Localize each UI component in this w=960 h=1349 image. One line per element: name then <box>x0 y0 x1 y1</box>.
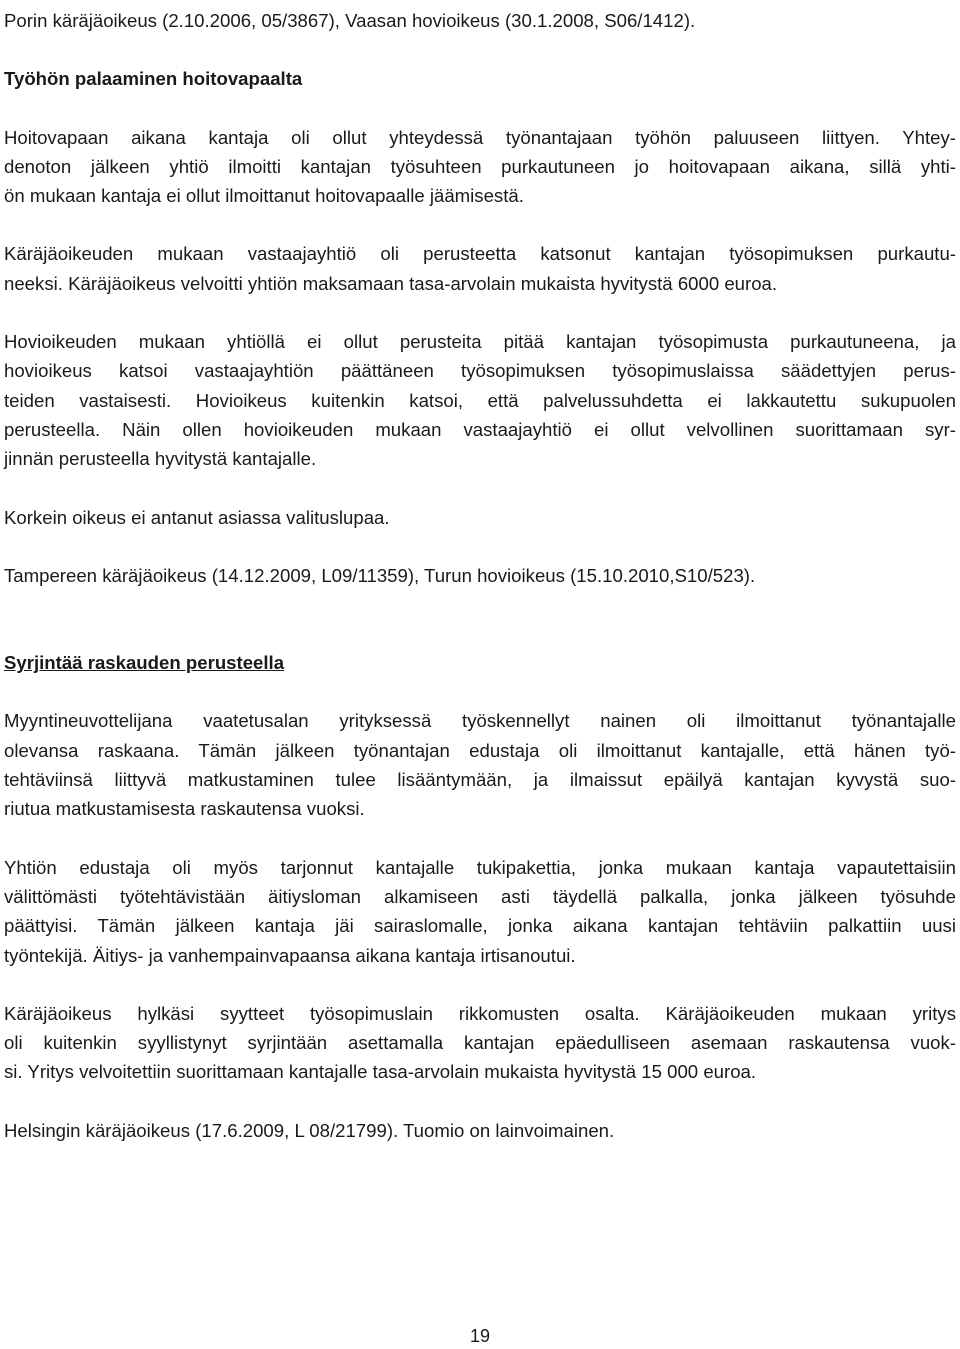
paragraph-district-court-ruling <box>4 239 956 298</box>
section-heading-pregnancy-discrimination: Syrjintää raskauden perusteella <box>4 652 285 674</box>
text-line: hovioikeus katsoi vastaajayhtiön päättäneen työsopimuksen työsopimuslaissa säädettyjen perus- <box>4 360 956 382</box>
citation-top: Porin käräjäoikeus (2.10.2006, 05/3867), Vaasan hovioikeus (30.1.2008, S06/1412). <box>4 10 696 31</box>
paragraph-pregnancy-notice <box>4 706 956 823</box>
paragraph-appeal-court-ruling <box>4 327 956 473</box>
supreme-court-note: Korkein oikeus ei antanut asiassa valituslupaa. <box>4 506 390 528</box>
text-line: tehtäviinsä liittyvä matkustaminen tulee lisääntymään, ja ilmaissut epäilyä kantajan kyvystä suo- <box>4 769 956 791</box>
citation-section1: Tampereen käräjäoikeus (14.12.2009, L09/11359), Turun hovioikeus (15.10.2010,S10/523). <box>4 564 756 586</box>
citation-section2: Helsingin käräjäoikeus (17.6.2009, L 08/21799). Tuomio on lainvoimainen. <box>4 1119 615 1141</box>
text-line: ön mukaan kantaja ei ollut ilmoittanut hoitovapaalle jäämisestä. <box>4 185 524 207</box>
section-heading-return-from-leave: Työhön palaaminen hoitovapaalta <box>4 68 303 90</box>
text-line: riutua matkustamisesta raskautensa vuoksi. <box>4 798 365 820</box>
text-line: denoton jälkeen yhtiö ilmoitti kantajan työsuhteen purkautuneen jo hoitovapaan aikana, sillä yhti- <box>4 155 956 177</box>
text-line: perusteella. Näin ollen hovioikeuden mukaan vastaajayhtiö ei ollut velvollinen suorittamaan syr- <box>4 418 956 440</box>
text-line: Yhtiön edustaja oli myös tarjonnut kantajalle tukipakettia, jonka mukaan kantaja vapautettaisiin <box>4 856 956 878</box>
text-line: oli kuitenkin syyllistynyt syrjintään asettamalla kantajan epäedulliseen asemaan raskautensa vuok- <box>4 1032 956 1054</box>
text-line: päättyisi. Tämän jälkeen kantaja jäi sairaslomalle, jonka aikana kantajan tehtäviin palkattiin uusi <box>4 915 956 937</box>
text-line: työntekijä. Äitiys- ja vanhempainvapaansa aikana kantaja irtisanoutui. <box>4 944 576 966</box>
text-line: si. Yritys velvoitettiin suorittamaan kantajalle tasa-arvolain mukaista hyvitystä 15 000 euroa. <box>4 1061 757 1083</box>
document-page <box>4 6 956 1145</box>
text-line: neeksi. Käräjäoikeus velvoitti yhtiön maksamaan tasa-arvolain mukaista hyvitystä 6000 euroa. <box>4 272 778 294</box>
paragraph-support-package <box>4 853 956 970</box>
text-line: Käräjäoikeuden mukaan vastaajayhtiö oli perusteetta katsonut kantajan työsopimuksen purkautu- <box>4 243 956 265</box>
paragraph-court-decision <box>4 999 956 1087</box>
text-line: Hoitovapaan aikana kantaja oli ollut yhteydessä työnantajaan työhön paluuseen liittyen. Yhtey- <box>4 126 956 148</box>
text-line: Myyntineuvottelijana vaatetusalan yrityksessä työskennellyt nainen oli ilmoittanut työnantajalle <box>4 710 956 732</box>
text-line: jinnän perusteella hyvitystä kantajalle. <box>4 448 317 470</box>
text-line: teiden vastaisesti. Hovioikeus kuitenkin katsoi, että palvelussuhdetta ei lakkautettu sukupuolen <box>4 389 956 411</box>
text-line: olevansa raskaana. Tämän jälkeen työnantajan edustaja oli ilmoittanut kantajalle, että hänen työ- <box>4 739 956 761</box>
page-number: 19 <box>469 1326 491 1346</box>
text-line: Käräjäoikeus hylkäsi syytteet työsopimuslain rikkomusten osalta. Käräjäoikeuden mukaan yritys <box>4 1002 956 1024</box>
text-line: välittömästi työtehtävistään äitiysloman alkamiseen asti täydellä palkalla, jonka jälkeen työsuhde <box>4 885 956 907</box>
text-line: Hovioikeuden mukaan yhtiöllä ei ollut perusteita pitää kantajan työsopimusta purkautuneena, ja <box>4 331 956 353</box>
paragraph-leave-contact <box>4 123 956 211</box>
